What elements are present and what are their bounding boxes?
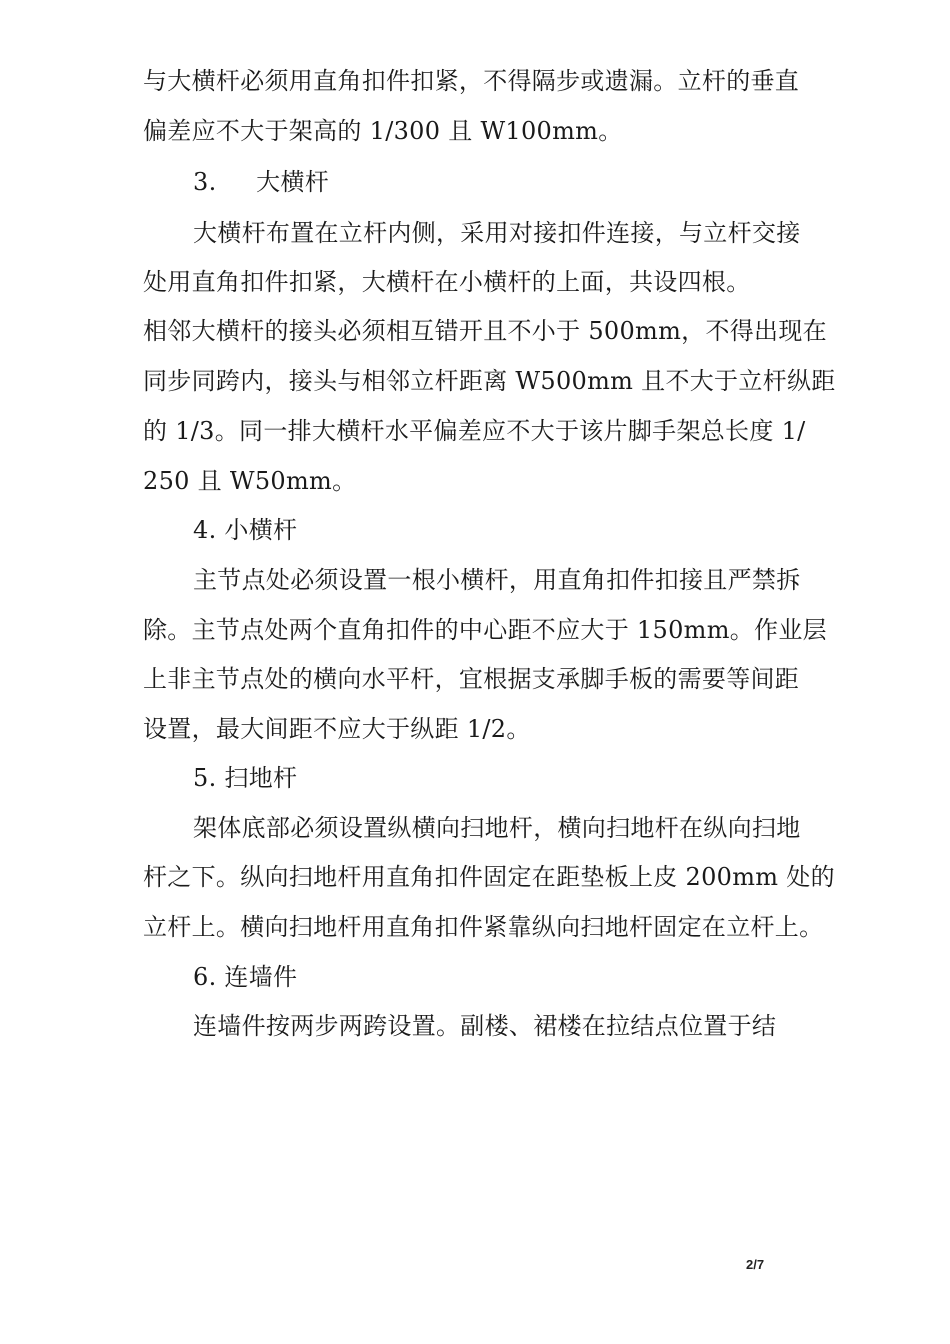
- page-number: 2/7: [746, 1257, 765, 1272]
- text-line: 上非主节点处的横向水平杆，宜根据支承脚手板的需要等间距: [143, 665, 800, 693]
- text-line: 杆之下。纵向扫地杆用直角扣件固定在距垫板上皮 200mm 处的: [143, 863, 835, 891]
- text-line: 立杆上。横向扫地杆用直角扣件紧靠纵向扫地杆固定在立杆上。: [143, 913, 824, 941]
- text-line: 除。主节点处两个直角扣件的中心距不应大于 150mm。作业层: [143, 616, 827, 644]
- section-heading: 6. 连墙件: [193, 963, 298, 991]
- text-line: 250 且 W50mm。: [143, 467, 357, 495]
- text-line: 设置，最大间距不应大于纵距 1/2。: [143, 715, 531, 743]
- text-line: 相邻大横杆的接头必须相互错开且不小于 500mm，不得出现在: [143, 317, 827, 345]
- text-line: 处用直角扣件扣紧，大横杆在小横杆的上面，共设四根。: [143, 268, 751, 296]
- section-heading: 4. 小横杆: [193, 516, 298, 544]
- text-line: 连墙件按两步两跨设置。副楼、裙楼在拉结点位置于结: [193, 1012, 777, 1040]
- text-line: 偏差应不大于架高的 1/300 且 W100mm。: [143, 117, 623, 145]
- section-heading: 5. 扫地杆: [193, 764, 298, 792]
- text-line: 大横杆布置在立杆内侧，采用对接扣件连接，与立杆交接: [193, 219, 801, 247]
- section-heading: 3. 大横杆: [193, 168, 330, 196]
- text-line: 架体底部必须设置纵横向扫地杆，横向扫地杆在纵向扫地: [193, 814, 801, 842]
- text-line: 与大横杆必须用直角扣件扣紧，不得隔步或遗漏。立杆的垂直: [143, 67, 800, 95]
- text-line: 的 1/3。同一排大横杆水平偏差应不大于该片脚手架总长度 1/: [143, 417, 806, 445]
- text-line: 同步同跨内，接头与相邻立杆距离 W500mm 且不大于立杆纵距: [143, 367, 836, 395]
- text-line: 主节点处必须设置一根小横杆，用直角扣件扣接且严禁拆: [193, 566, 801, 594]
